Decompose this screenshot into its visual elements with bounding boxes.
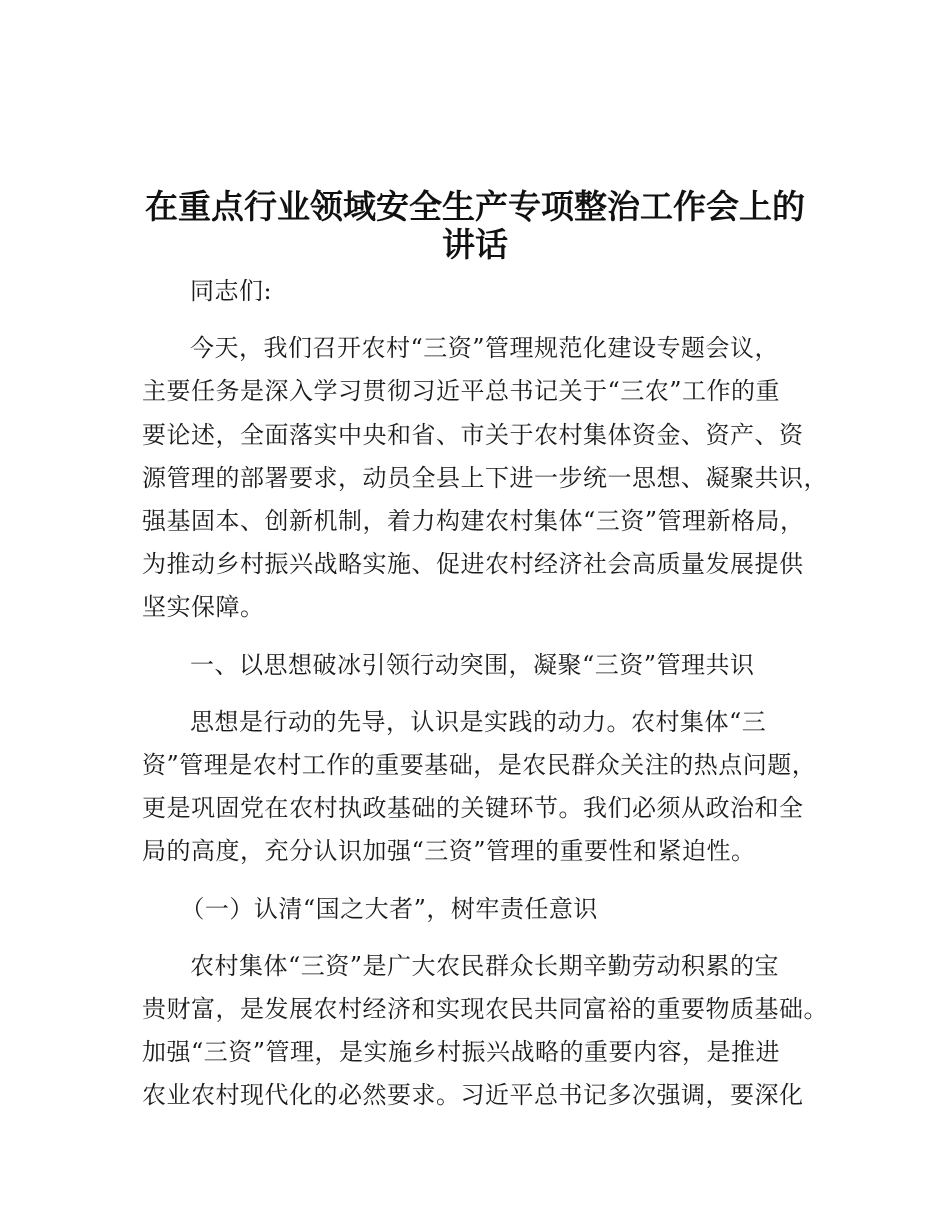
- title-line-1: 在重点行业领域安全生产专项整治工作会上的: [145, 187, 805, 227]
- paragraph-line: 强基固本、创新机制，着力构建农村集体“三资”管理新格局，: [142, 507, 805, 536]
- paragraph-line: 局的高度，充分认识加强“三资”管理的重要性和紧迫性。: [142, 837, 756, 866]
- title-line-2: 讲话: [442, 225, 508, 265]
- document-title: [0, 188, 950, 264]
- paragraph-line: 今天，我们召开农村“三资”管理规范化建设专题会议，: [190, 334, 780, 363]
- paragraph-line: 要论述，全面落实中央和省、市关于农村集体资金、资产、资: [142, 420, 804, 449]
- paragraph-line: 主要任务是深入学习贯彻习近平总书记关于“三农”工作的重: [142, 377, 781, 406]
- paragraph-subsection-1: [142, 945, 828, 1118]
- paragraph-line: 思想是行动的先导，认识是实践的动力。农村集体“三: [190, 707, 767, 736]
- paragraph-section-1: [142, 701, 822, 874]
- paragraph-line: 加强“三资”管理，是实施乡村振兴战略的重要内容，是推进: [142, 1038, 781, 1067]
- paragraph-line: 为推动乡村振兴战略实施、促进农村经济社会高质量发展提供: [142, 550, 804, 579]
- section-heading-1: 一、以思想破冰引领行动突围，凝聚“三资”管理共识: [190, 650, 755, 679]
- subsection-heading-1: （一）认清“国之大者”，树牢责任意识: [180, 894, 598, 923]
- paragraph-line: 农业农村现代化的必然要求。习近平总书记多次强调，要深化: [142, 1081, 804, 1110]
- paragraph-line: 农村集体“三资”是广大农民群众长期辛勤劳动积累的宝: [190, 951, 780, 980]
- salutation: 同志们:: [190, 277, 273, 305]
- paragraph-line: 更是巩固党在农村执政基础的关键环节。我们必须从政治和全: [142, 794, 804, 823]
- paragraph-line: 源管理的部署要求，动员全县上下进一步统一思想、凝聚共识，: [142, 463, 828, 492]
- paragraph-intro: [142, 327, 828, 629]
- paragraph-line: 贵财富，是发展农村经济和实现农民共同富裕的重要物质基础。: [142, 995, 828, 1024]
- paragraph-line: 资”管理是农村工作的重要基础，是农民群众关注的热点问题，: [142, 751, 817, 780]
- paragraph-line: 坚实保障。: [142, 593, 265, 622]
- document-body: [142, 270, 828, 1132]
